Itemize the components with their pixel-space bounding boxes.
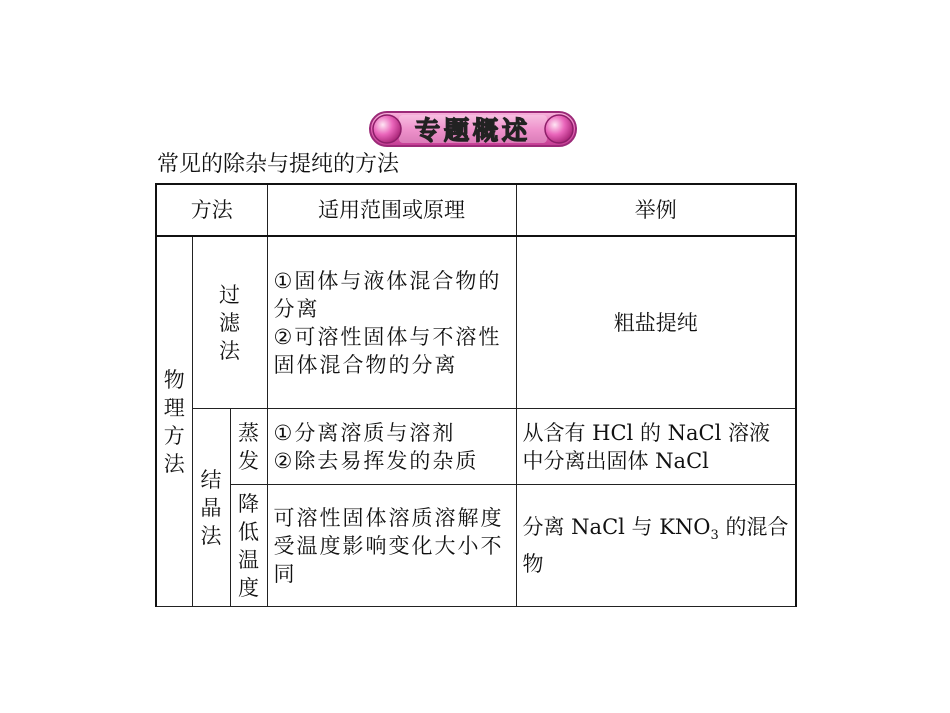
filtration-scope-1: ①固体与液体混合物的分离 (273, 268, 502, 321)
cooling-example-pre: 分离 NaCl 与 KNO (522, 514, 711, 539)
filtration-scope (267, 236, 516, 409)
header-scope: 适用范围或原理 (267, 184, 516, 236)
cooling-example-post: 的混合物 (522, 514, 789, 577)
evaporation-scope (267, 409, 516, 485)
evaporation-scope-1: ①分离溶质与溶剂 (273, 420, 456, 445)
filtration-example: 粗盐提纯 (516, 236, 796, 409)
evaporation-example: 从含有 HCl 的 NaCl 溶液中分离出固体 NaCl (516, 409, 796, 485)
filtration-name: 过滤法 (219, 282, 240, 363)
crystallization-name: 结晶法 (200, 467, 222, 548)
section-banner (367, 108, 579, 150)
banner-title: 专题概述 (414, 116, 531, 145)
table-row-evaporation (156, 409, 796, 485)
evaporation-scope-2: ②除去易挥发的杂质 (273, 448, 479, 473)
physical-method-cell (156, 236, 192, 607)
evaporation-name-cell (230, 409, 267, 485)
table-row-cooling (156, 485, 796, 607)
cooling-example (516, 485, 796, 607)
cooling-name-cell (230, 485, 267, 607)
header-example: 举例 (516, 184, 796, 236)
table-row-filtration (156, 236, 796, 409)
cooling-scope (267, 485, 516, 607)
header-method: 方法 (156, 184, 267, 236)
page-subtitle: 常见的除杂与提纯的方法 (157, 152, 400, 177)
cooling-scope-text: 可溶性固体溶质溶解度受温度影响变化大小不同 (273, 505, 504, 586)
crystallization-name-cell (192, 409, 230, 607)
physical-method-label: 物理方法 (163, 367, 185, 476)
filtration-scope-2: ②可溶性固体与不溶性固体混合物的分离 (273, 324, 502, 377)
cooling-example-sub: 3 (710, 528, 719, 544)
methods-table (155, 183, 797, 607)
filtration-name-cell (192, 236, 267, 409)
table-header-row (156, 184, 796, 236)
evaporation-name: 蒸发 (238, 420, 259, 473)
cooling-name: 降低温度 (238, 491, 259, 600)
